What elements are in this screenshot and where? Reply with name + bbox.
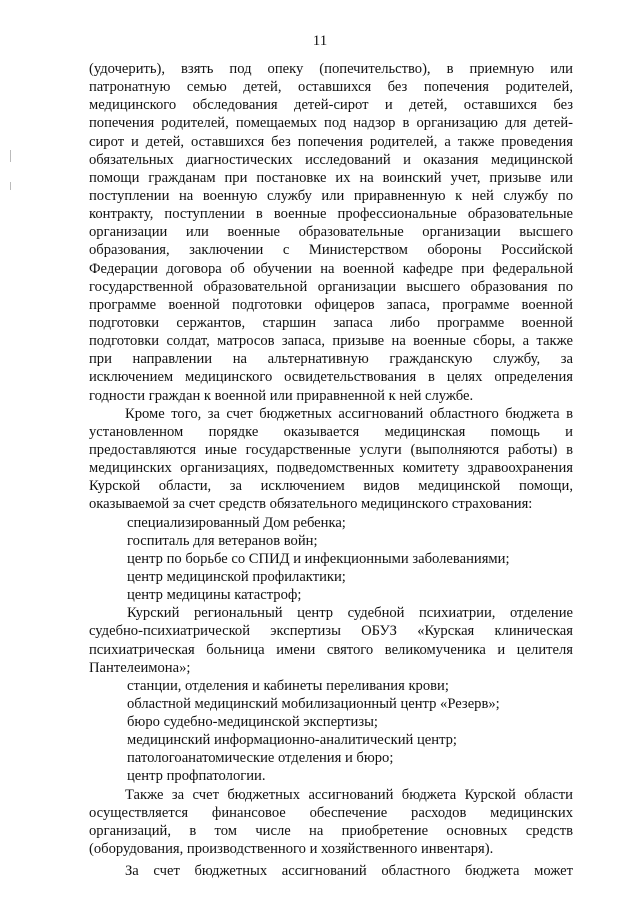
- text-line: подготовки солдат, матросов запаса, призыве на военные сборы, а также: [89, 333, 573, 350]
- list-item: областной медицинский мобилизационный центр «Резерв»;: [127, 695, 500, 712]
- text-line: (удочерить), взять под опеку (попечительство), в приемную или: [89, 61, 573, 77]
- text-line: (оборудования, производственного и хозяйственного инвентаря).: [89, 841, 494, 858]
- text-line: Пантелеимона»;: [89, 659, 191, 676]
- text-line: организации или военные образовательные организации высшего: [89, 224, 573, 241]
- text-line: поступлении на военную службу или приравненную к ней службу по: [89, 187, 573, 204]
- text-line: Федерации договора об обучении на военной кафедре при федеральной: [89, 260, 573, 277]
- paragraph-financing: [89, 786, 573, 859]
- text-line: предоставляются иные государственные услуги (выполняются работы) в: [89, 441, 573, 458]
- institution-list: [89, 514, 573, 605]
- list-item: центр медицины катастроф;: [127, 587, 302, 604]
- paragraph-continuation: [89, 60, 573, 405]
- text-line: контракту, поступлении в военные профессиональные образовательные: [89, 206, 573, 223]
- institution-list: [89, 677, 573, 786]
- list-item: бюро судебно-медицинской экспертизы;: [127, 714, 378, 731]
- list-item: медицинский информационно-аналитический центр;: [127, 732, 457, 749]
- text-line: помощи гражданам при постановке их на воинский учет, призыве или: [89, 169, 573, 186]
- list-item: патологоанатомические отделения и бюро;: [127, 750, 394, 767]
- page-number: 11: [312, 33, 328, 49]
- scan-margin-mark: [10, 150, 11, 162]
- paragraph-budget: [89, 405, 573, 514]
- text-line: попечения родителей, помещаемых под надзор в организацию для детей-: [89, 115, 573, 132]
- text-line: государственной образовательной организации высшего образования по: [89, 278, 573, 295]
- text-line: организаций, в том числе на приобретение основных средств: [89, 822, 573, 839]
- text-line: при направлении на альтернативную гражданскую службу, за: [89, 351, 573, 368]
- text-line: Курский региональный центр судебной психиатрии, отделение: [127, 605, 573, 622]
- text-line: За счет бюджетных ассигнований областного бюджета может: [125, 863, 573, 880]
- paragraph-continued: [89, 862, 573, 880]
- text-line: медицинского обследования детей-сирот и детей, оставшихся без: [89, 97, 573, 114]
- paragraph-psychiatry: [89, 604, 573, 677]
- text-line: судебно-психиатрической экспертизы ОБУЗ «Курская клиническая: [89, 623, 573, 640]
- text-line: подготовки сержантов, старшин запаса либо программе военной: [89, 314, 573, 331]
- list-item: центр медицинской профилактики;: [127, 568, 346, 585]
- text-line: годности граждан к военной или приравненной к ней службе.: [89, 387, 474, 404]
- text-line: сирот и детей, оставшихся без попечения родителей, а также проведения: [89, 133, 573, 150]
- text-line: образования, заключении с Министерством обороны Российской: [89, 242, 573, 259]
- text-line: психиатрическая больница имени святого великомученика и целителя: [89, 641, 573, 658]
- text-line: Курской области, за исключением видов медицинской помощи,: [89, 478, 573, 495]
- text-line: Кроме того, за счет бюджетных ассигнований областного бюджета в: [125, 405, 573, 422]
- text-line: Также за счет бюджетных ассигнований бюджета Курской области: [125, 786, 573, 803]
- text-line: исключением медицинского освидетельствования в целях определения: [89, 369, 573, 386]
- document-body: [89, 60, 573, 880]
- text-line: медицинских организациях, подведомственных комитету здравоохранения: [89, 460, 573, 477]
- list-item: станции, отделения и кабинеты переливания крови;: [127, 677, 449, 694]
- text-line: обязательных диагностических исследований и оказания медицинской: [89, 151, 573, 168]
- list-item: центр профпатологии.: [127, 768, 266, 785]
- text-line: установленном порядке оказывается медицинская помощь и: [89, 423, 573, 440]
- text-line: программе военной подготовки офицеров запаса, программе военной: [89, 296, 573, 313]
- text-line: патронатную семью детей, оставшихся без попечения родителей,: [89, 79, 573, 96]
- text-line: оказываемой за счет средств обязательного медицинского страхования:: [89, 496, 533, 513]
- list-item: госпиталь для ветеранов войн;: [127, 532, 318, 549]
- list-item: центр по борьбе со СПИД и инфекционными заболеваниями;: [127, 550, 510, 567]
- list-item: специализированный Дом ребенка;: [127, 514, 346, 531]
- text-line: осуществляется финансовое обеспечение расходов медицинских: [89, 804, 573, 821]
- scan-margin-mark: [10, 182, 11, 190]
